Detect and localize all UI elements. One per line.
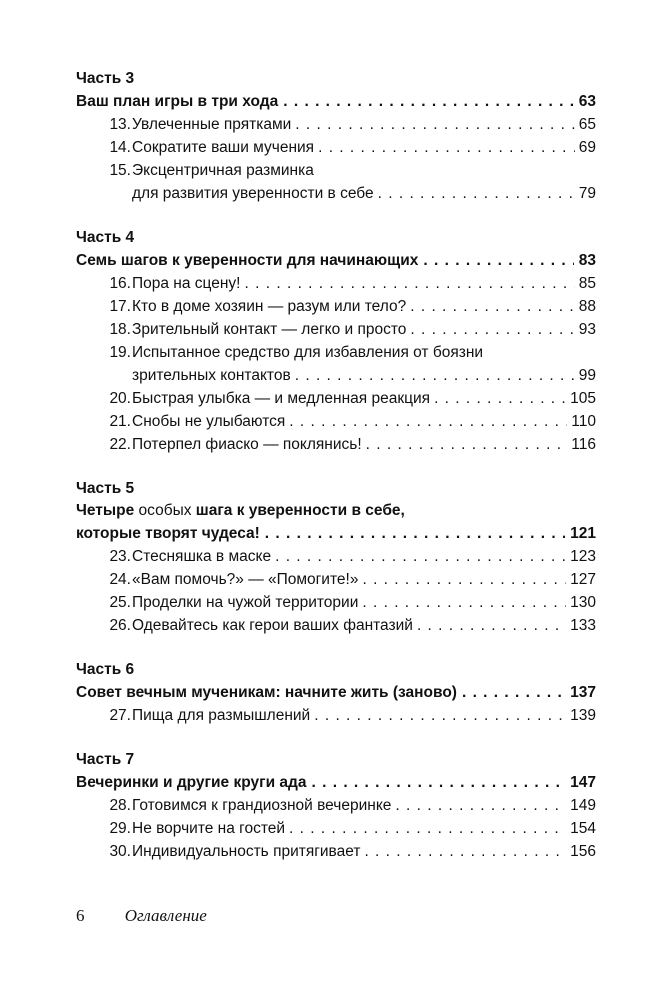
- chapter-title-line-1: Испытанное средство для избавления от боязни: [132, 344, 484, 361]
- chapter-entry[interactable]: [76, 794, 596, 817]
- leader-dots: [275, 545, 566, 568]
- leader-dots: [362, 591, 566, 614]
- part-title-row[interactable]: [76, 522, 596, 545]
- chapter-number: 15.: [109, 162, 131, 179]
- page-footer: [76, 906, 207, 926]
- chapter-title: Готовимся к грандиозной вечеринке: [132, 797, 392, 814]
- chapter-title: Снобы не улыбаются: [132, 413, 286, 430]
- chapter-entry[interactable]: [76, 272, 596, 295]
- chapter-entry[interactable]: [76, 387, 596, 410]
- part-title-row[interactable]: [76, 771, 596, 794]
- chapter-entry[interactable]: [76, 410, 596, 433]
- chapter-number: 28.: [109, 797, 131, 814]
- chapter-entry-continued[interactable]: [76, 182, 596, 205]
- chapter-entry[interactable]: [76, 318, 596, 341]
- leader-dots: [410, 295, 575, 318]
- page-number: 6: [76, 906, 85, 925]
- leader-dots: [289, 410, 567, 433]
- chapter-title: Зрительный контакт — легко и просто: [132, 321, 407, 338]
- part-label: Часть 4: [76, 229, 135, 246]
- part-title: Семь шагов к уверенности для начинающих: [76, 252, 419, 269]
- chapter-page: 85: [578, 275, 596, 292]
- part-title-row[interactable]: [76, 90, 596, 113]
- part-title-word: особых: [138, 502, 192, 519]
- chapter-title: Индивидуальность притягивает: [132, 843, 361, 860]
- chapter-number: 30.: [109, 843, 131, 860]
- leader-dots: [423, 249, 573, 272]
- chapter-number: 21.: [109, 413, 131, 430]
- chapter-entry[interactable]: [76, 704, 596, 727]
- chapter-number: 14.: [109, 139, 131, 156]
- chapter-entry[interactable]: [76, 113, 596, 136]
- chapter-number: 27.: [109, 707, 131, 724]
- chapter-title: Пища для размышлений: [132, 707, 311, 724]
- chapter-page: 88: [578, 298, 596, 315]
- part-title-word: шага к уверенности в себе,: [195, 502, 405, 519]
- leader-dots: [462, 681, 565, 704]
- part-title: Вечеринки и другие круги ада: [76, 774, 307, 791]
- chapter-number: 16.: [109, 275, 131, 292]
- chapter-number: 24.: [109, 571, 131, 588]
- chapter-title-line-2: зрительных контактов: [132, 367, 291, 384]
- part-title-row[interactable]: [76, 681, 596, 704]
- part-page: 147: [570, 774, 596, 791]
- chapter-entry[interactable]: [76, 295, 596, 318]
- chapter-title: «Вам помочь?» — «Помогите!»: [132, 571, 359, 588]
- chapter-number: 18.: [109, 321, 131, 338]
- chapter-title-line-2: для развития уверенности в себе: [132, 185, 374, 202]
- chapter-page: 69: [578, 139, 596, 156]
- chapter-entry[interactable]: [76, 614, 596, 637]
- chapter-page: 123: [570, 548, 596, 565]
- part-label: Часть 6: [76, 661, 135, 678]
- chapter-entry[interactable]: [76, 817, 596, 840]
- leader-dots: [311, 771, 565, 794]
- leader-dots: [378, 182, 575, 205]
- chapter-entry[interactable]: [76, 591, 596, 614]
- chapter-page: 139: [570, 707, 596, 724]
- chapter-page: 130: [570, 594, 596, 611]
- chapter-number: 26.: [109, 617, 131, 634]
- part-4: [76, 227, 596, 456]
- chapter-page: 110: [571, 413, 596, 430]
- leader-dots: [295, 113, 574, 136]
- chapter-entry-continued[interactable]: [76, 364, 596, 387]
- chapter-page: 154: [570, 820, 596, 837]
- part-3: [76, 68, 596, 205]
- leader-dots: [245, 272, 575, 295]
- chapter-title: Стесняшка в маске: [132, 548, 272, 565]
- chapter-page: 99: [578, 367, 596, 384]
- chapter-page: 149: [570, 797, 596, 814]
- part-label: Часть 5: [76, 480, 135, 497]
- part-page: 137: [570, 684, 596, 701]
- part-title-word: Четыре: [76, 502, 135, 519]
- leader-dots: [289, 817, 566, 840]
- part-label: Часть 7: [76, 751, 135, 768]
- chapter-number: 20.: [109, 390, 131, 407]
- part-title-row[interactable]: [76, 249, 596, 272]
- chapter-entry[interactable]: [76, 341, 596, 364]
- chapter-title: Одевайтесь как герои ваших фантазий: [132, 617, 413, 634]
- chapter-entry[interactable]: [76, 433, 596, 456]
- part-title: Ваш план игры в три хода: [76, 93, 279, 110]
- leader-dots: [265, 522, 565, 545]
- part-label: Часть 3: [76, 70, 135, 87]
- leader-dots: [362, 568, 566, 591]
- chapter-page: 105: [570, 390, 596, 407]
- chapter-page: 93: [578, 321, 596, 338]
- part-title: Совет вечным мученикам: начните жить (заново): [76, 684, 457, 701]
- chapter-title-line-1: Эксцентричная разминка: [132, 162, 314, 179]
- chapter-title: Не ворчите на гостей: [132, 820, 286, 837]
- chapter-number: 29.: [109, 820, 131, 837]
- chapter-title: Потерпел фиаско — поклянись!: [132, 436, 362, 453]
- chapter-number: 19.: [109, 344, 131, 361]
- chapter-page: 156: [570, 843, 596, 860]
- part-6: [76, 659, 596, 727]
- part-page: 63: [578, 93, 596, 110]
- chapter-number: 25.: [109, 594, 131, 611]
- leader-dots: [434, 387, 566, 410]
- chapter-title: Быстрая улыбка — и медленная реакция: [132, 390, 431, 407]
- chapter-page: 79: [578, 185, 596, 202]
- chapter-title: Пора на сцену!: [132, 275, 241, 292]
- chapter-page: 133: [570, 617, 596, 634]
- leader-dots: [417, 614, 566, 637]
- chapter-number: 22.: [109, 436, 131, 453]
- part-7: [76, 749, 596, 863]
- leader-dots: [366, 433, 568, 456]
- chapter-entry[interactable]: [76, 568, 596, 591]
- part-page: 121: [570, 525, 596, 542]
- chapter-page: 127: [570, 571, 596, 588]
- part-title-line-1[interactable]: [76, 500, 596, 522]
- chapter-entry[interactable]: [76, 136, 596, 159]
- chapter-entry[interactable]: [76, 840, 596, 863]
- leader-dots: [295, 364, 575, 387]
- chapter-title: Кто в доме хозяин — разум или тело?: [132, 298, 407, 315]
- chapter-page: 65: [578, 116, 596, 133]
- chapter-number: 23.: [109, 548, 131, 565]
- chapter-number: 13.: [109, 116, 131, 133]
- part-page: 83: [578, 252, 596, 269]
- part-5: [76, 478, 596, 637]
- chapter-title: Увлеченные прятками: [132, 116, 292, 133]
- part-title: которые творят чудеса!: [76, 525, 260, 542]
- leader-dots: [314, 704, 566, 727]
- running-title: Оглавление: [124, 906, 207, 925]
- chapter-title: Проделки на чужой территории: [132, 594, 359, 611]
- leader-dots: [395, 794, 566, 817]
- chapter-number: 17.: [109, 298, 131, 315]
- chapter-page: 116: [571, 436, 596, 453]
- chapter-entry[interactable]: [76, 545, 596, 568]
- table-of-contents: [76, 68, 596, 885]
- chapter-entry[interactable]: [76, 159, 596, 182]
- leader-dots: [318, 136, 575, 159]
- leader-dots: [364, 840, 566, 863]
- chapter-title: Сократите ваши мучения: [132, 139, 315, 156]
- leader-dots: [283, 90, 574, 113]
- leader-dots: [410, 318, 574, 341]
